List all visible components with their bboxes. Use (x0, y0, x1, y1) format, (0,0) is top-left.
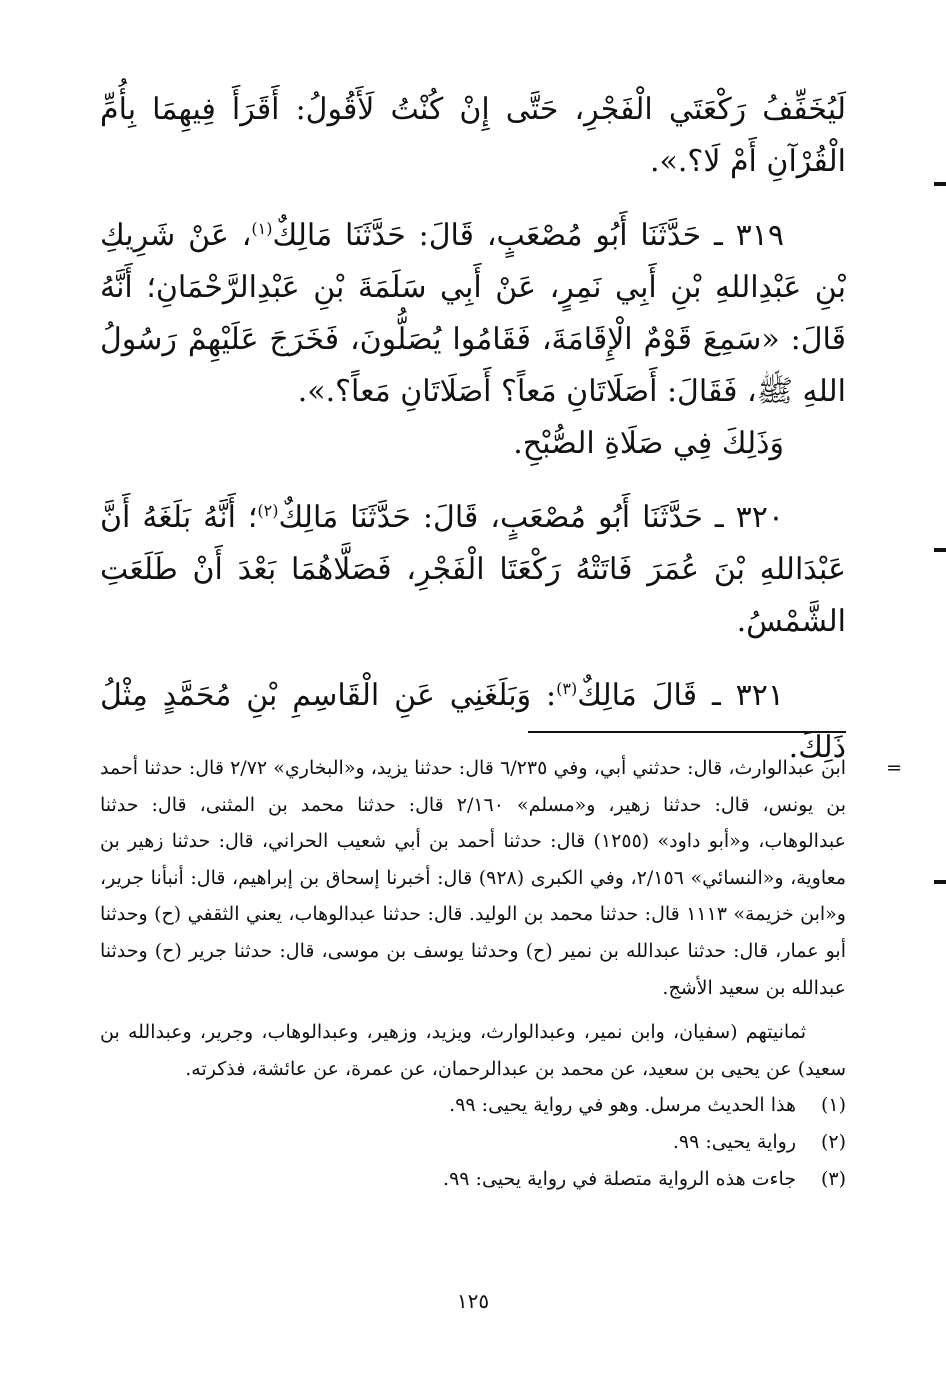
hadith-319-note: وَذَلِكَ فِي صَلَاةِ الصُّبْحِ. (513, 426, 784, 461)
continuation-mark: = (886, 757, 902, 779)
footnote-text: جاءت هذه الرواية متصلة في رواية يحيى: ٩٩. (443, 1167, 796, 1190)
footnote-text: رواية يحيى: ٩٩. (672, 1130, 796, 1153)
footnote-text: هذا الحديث مرسل. وهو في رواية يحيى: ٩٩. (449, 1094, 796, 1117)
hadith-321-text-rest: : وَبَلَغَنِي عَنِ الْقَاسِمِ بْنِ مُحَمَّدٍ مِثْلُ ذَلِكَ. (100, 678, 846, 765)
footnote-continuation (100, 750, 902, 1006)
footnote-2 (100, 1124, 846, 1161)
hadith-320 (100, 492, 846, 648)
hadith-320-text: ٣٢٠ ـ حَدَّثَنَا أَبُو مُصْعَبٍ، قَالَ: حَدَّثَنَا مَالِكٌ (278, 500, 784, 535)
page-number: ١٢٥ (456, 1289, 490, 1313)
hadith-320-text-rest: ؛ أَنَّهُ بَلَغَهُ أَنَّ عَبْدَاللهِ بْنَ عُمَرَ فَاتَتْهُ رَكْعَتَا الْفَجْرِ، فَصَلَّاهُمَا بَعْدَ أَنْ طَلَعَتِ الشَّمْسُ. (100, 500, 846, 639)
footnote-number: (٣) (820, 1167, 846, 1190)
footnote-ref-1: (١) (251, 219, 273, 238)
hadith-319-text-rest: ، عَنْ شَرِيكِ بْنِ عَبْدِاللهِ بْنِ أَبِي نَمِرٍ، عَنْ أَبِي سَلَمَةَ بْنِ عَبْدِالرَّحْمَانِ؛ أَنَّهُ قَالَ: «سَمِعَ قَوْمٌ الْإِقَامَةَ، فَقَامُوا يُصَلُّونَ، فَخَرَجَ عَلَيْهِمْ رَسُولُ اللهِ ﷺ، فَقَالَ: أَصَلَاتَانِ مَعاً؟ أَصَلَاتَانِ مَعاً؟.». (100, 218, 846, 409)
main-text (100, 84, 846, 774)
margin-mark (934, 548, 946, 552)
footnote-separator (528, 731, 846, 733)
intro-paragraph: لَيُخَفِّفُ رَكْعَتَي الْفَجْرِ، حَتَّى إِنْ كُنْتُ لَأَقُولُ: أَقَرَأَ فِيهِمَا بِأُمِّ الْقُرْآنِ أَمْ لَا؟.». (100, 92, 846, 179)
footnote-3 (100, 1161, 846, 1198)
footnote-ref-3: (٣) (556, 679, 578, 698)
footnote-1 (100, 1087, 846, 1124)
footnote-number: (٢) (820, 1130, 846, 1153)
hadith-319-text: ٣١٩ ـ حَدَّثَنَا أَبُو مُصْعَبٍ، قَالَ: حَدَّثَنَا مَالِكٌ (272, 218, 784, 253)
hadith-321-text: ٣٢١ ـ قَالَ مَالِكٌ (577, 678, 785, 713)
hadith-319 (100, 210, 846, 418)
footnote-summary: ثمانيتهم (سفيان، وابن نمير، وعبدالوارث، ويزيد، وزهير، وعبدالوهاب، وجرير، وعبدالله بن سعيد) عن يحيى بن سعيد، عن محمد بن عبدالرحمان، عن عمرة، عن عائشة، فذكرته. (100, 1021, 846, 1080)
margin-mark (934, 182, 946, 186)
margin-mark (934, 880, 946, 884)
footnotes-section (100, 750, 902, 1197)
continuation-text: ابن عبدالوارث، قال: حدثني أبي، وفي ٦/٢٣٥ قال: حدثنا يزيد، و«البخاري» ٢/٧٢ قال: حدثنا أحمد بن يونس، قال: حدثنا زهير، و«مسلم» ٢/١٦٠ قال: حدثنا محمد بن المثنى، قال: حدثنا عبدالوهاب، و«أبو داود» (١٢٥٥) قال: حدثنا أحمد بن أبي شعيب الحراني، قال: حدثنا زهير بن معاوية، و«النسائي» ٢/١٥٦، وفي الكبرى (٩٢٨) قال: أخبرنا إسحاق بن إبراهيم، قال: أنبأنا جرير، و«ابن خزيمة» ١١١٣ قال: حدثنا محمد بن الوليد. قال: حدثنا عبدالوهاب، يعني الثقفي (ح) وحدثنا أبو عمار، قال: حدثنا عبدالله بن نمير (ح) وحدثنا يوسف بن موسى، قال: حدثنا جرير (ح) وحدثنا عبدالله بن سعيد الأشج. (100, 757, 847, 999)
footnote-number: (١) (820, 1094, 846, 1117)
footnote-ref-2: (٢) (257, 501, 279, 520)
